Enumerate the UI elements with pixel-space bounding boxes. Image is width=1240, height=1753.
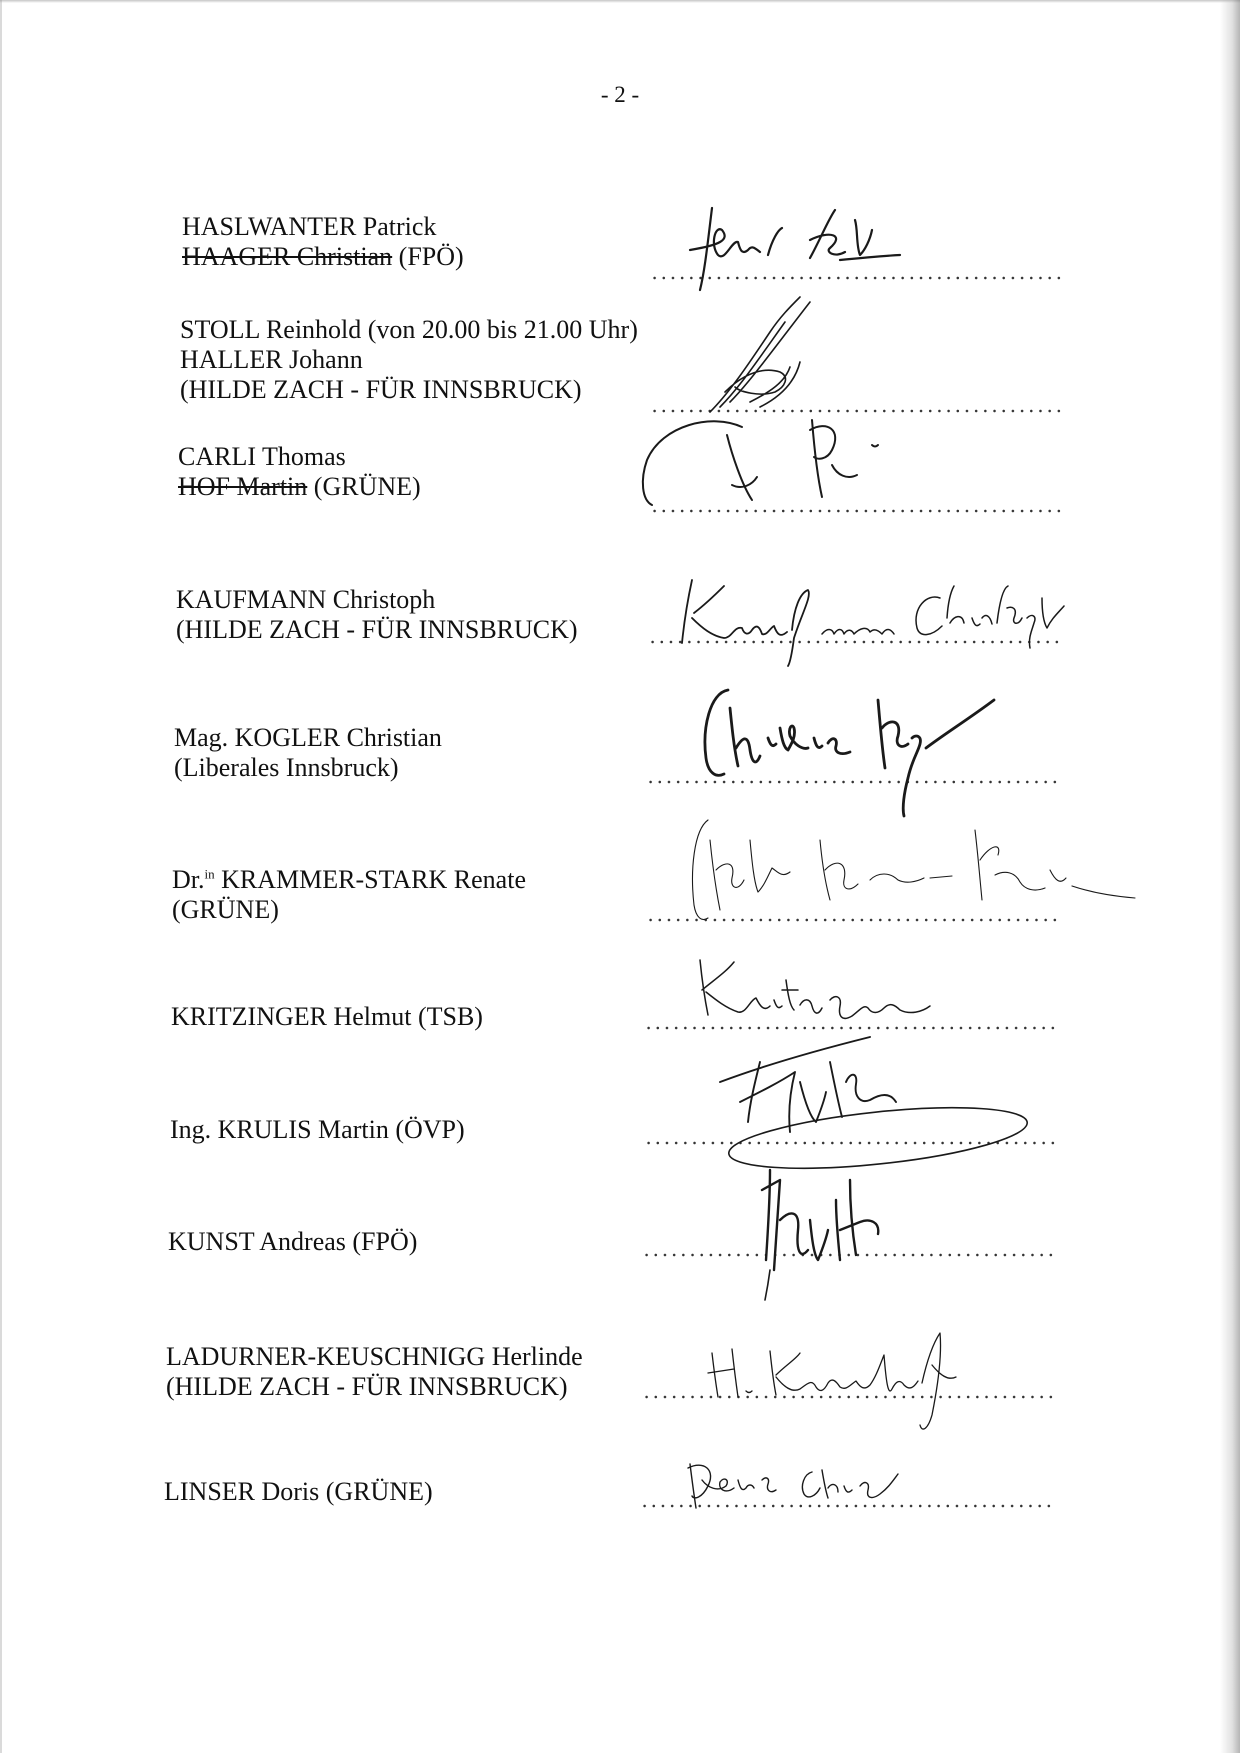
signatory-name: CARLI Thomas: [178, 442, 346, 471]
signatory-entry: [166, 1342, 583, 1402]
party-label: (Liberales Innsbruck): [174, 753, 399, 782]
party-label: (GRÜNE): [307, 472, 421, 501]
academic-title: Dr.: [172, 865, 205, 894]
handwritten-signature-icon: [690, 950, 960, 1030]
handwritten-signature-icon: [690, 292, 870, 422]
signatory-name: HALLER Johann: [180, 345, 363, 374]
signatory-entry: [171, 1002, 483, 1032]
signatory-name: KUNST Andreas (FPÖ): [168, 1227, 418, 1256]
handwritten-signature-icon: [700, 1325, 980, 1435]
page-number: - 2 -: [600, 82, 640, 107]
signatory-name: Mag. KOGLER Christian: [174, 723, 442, 752]
academic-title-suffix: in: [204, 866, 215, 882]
signatory-replacement-line: [182, 242, 464, 272]
signatory-name: STOLL Reinhold (von 20.00 bis 21.00 Uhr): [180, 315, 638, 344]
signatory-name: LINSER Doris (GRÜNE): [164, 1477, 433, 1506]
signatory-entry: [182, 212, 464, 272]
signatory-name: Ing. KRULIS Martin (ÖVP): [170, 1115, 465, 1144]
handwritten-signature-icon: [680, 800, 1150, 930]
handwritten-signature-icon: [700, 1022, 1020, 1182]
signatory-entry: [178, 442, 421, 502]
handwritten-signature-icon: [740, 1160, 920, 1300]
handwritten-signature-icon: [662, 568, 1082, 668]
signatory-entry: [164, 1477, 433, 1507]
party-label: (HILDE ZACH - FÜR INNSBRUCK): [166, 1372, 568, 1401]
signatory-entry: [172, 865, 526, 925]
scan-edge-top: [0, 0, 1240, 3]
signatory-replacement-line: [178, 472, 421, 502]
signatory-entry: [176, 585, 578, 645]
handwritten-signature-icon: [660, 200, 960, 300]
handwritten-signature-icon: [632, 405, 902, 515]
party-label: (GRÜNE): [172, 895, 279, 924]
handwritten-signature-icon: [672, 1450, 942, 1520]
struck-name: HAAGER Christian: [182, 242, 393, 271]
signatory-name: KAUFMANN Christoph: [176, 585, 436, 614]
signatory-name: HASLWANTER Patrick: [182, 212, 437, 241]
party-label: (HILDE ZACH - FÜR INNSBRUCK): [180, 375, 582, 404]
signatory-surname: KRAMMER-STARK Renate: [214, 865, 526, 894]
signatory-entry: [180, 315, 638, 405]
scan-edge-left: [0, 0, 2, 1753]
party-label: (FPÖ): [392, 242, 464, 271]
struck-name: HOF Martin: [178, 472, 308, 501]
signatory-entry: [170, 1115, 465, 1145]
signatory-name: [172, 865, 526, 895]
scan-edge-right: [1220, 0, 1240, 1753]
party-label: (HILDE ZACH - FÜR INNSBRUCK): [176, 615, 578, 644]
signatory-entry: [174, 723, 442, 783]
signatory-name: KRITZINGER Helmut (TSB): [171, 1002, 483, 1031]
signatory-entry: [168, 1227, 417, 1257]
signatory-name: LADURNER-KEUSCHNIGG Herlinde: [166, 1342, 583, 1371]
